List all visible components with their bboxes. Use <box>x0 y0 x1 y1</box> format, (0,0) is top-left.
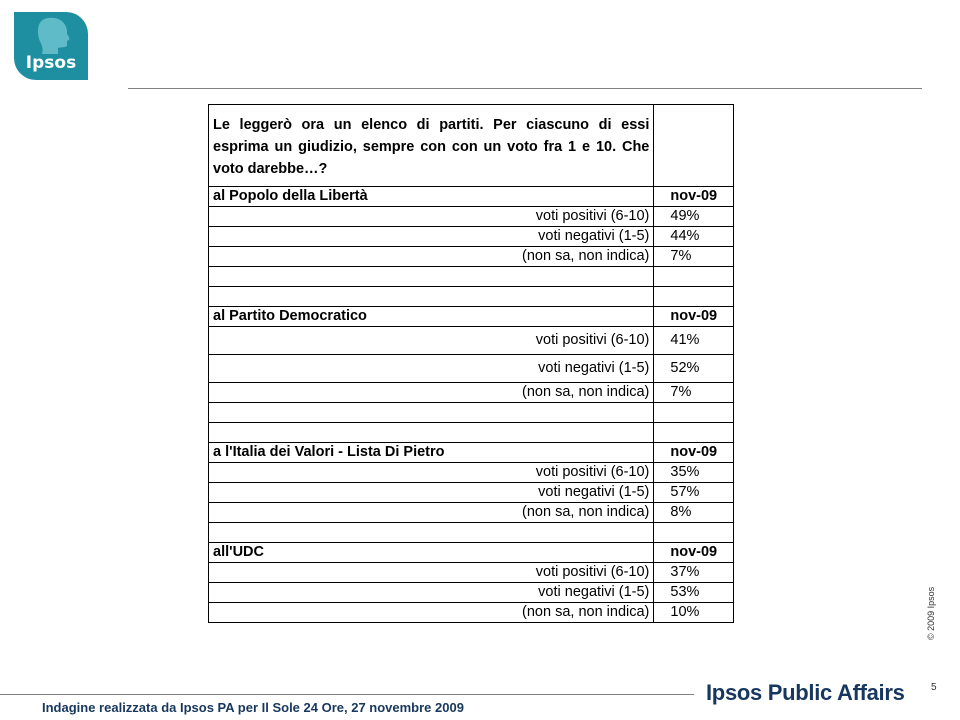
empty-row <box>209 267 734 287</box>
section-header-row <box>209 543 734 563</box>
row-label: (non sa, non indica) <box>209 247 654 267</box>
row-value: 49% <box>654 207 734 227</box>
section-header-row <box>209 187 734 207</box>
question-empty-cell <box>654 105 734 187</box>
section-header-row <box>209 307 734 327</box>
row-label: (non sa, non indica) <box>209 383 654 403</box>
row-value: 10% <box>654 603 734 623</box>
table-row <box>209 227 734 247</box>
row-value: 57% <box>654 483 734 503</box>
row-value: 7% <box>654 247 734 267</box>
row-label: (non sa, non indica) <box>209 603 654 623</box>
table-row <box>209 207 734 227</box>
survey-table <box>208 104 734 623</box>
row-label: voti negativi (1-5) <box>209 227 654 247</box>
row-label: (non sa, non indica) <box>209 503 654 523</box>
empty-row <box>209 403 734 423</box>
table-row <box>209 483 734 503</box>
row-label: voti positivi (6-10) <box>209 207 654 227</box>
row-value: 44% <box>654 227 734 247</box>
table-row <box>209 247 734 267</box>
row-value: 37% <box>654 563 734 583</box>
row-label: voti positivi (6-10) <box>209 327 654 355</box>
row-label: voti positivi (6-10) <box>209 563 654 583</box>
row-label: voti negativi (1-5) <box>209 355 654 383</box>
table-row <box>209 383 734 403</box>
brand-wordmark: Ipsos Public Affairs <box>706 680 905 705</box>
ipsos-logo <box>14 12 88 80</box>
table-row <box>209 327 734 355</box>
question-row <box>209 105 734 187</box>
row-value: 53% <box>654 583 734 603</box>
table-row <box>209 503 734 523</box>
party-name: a l'Italia dei Valori - Lista Di Pietro <box>209 443 654 463</box>
period-label: nov-09 <box>654 307 734 327</box>
table-row <box>209 603 734 623</box>
empty-row <box>209 523 734 543</box>
row-value: 35% <box>654 463 734 483</box>
party-name: al Popolo della Libertà <box>209 187 654 207</box>
table-row <box>209 583 734 603</box>
party-name: all'UDC <box>209 543 654 563</box>
period-label: nov-09 <box>654 187 734 207</box>
copyright-notice: © 2009 Ipsos <box>926 586 936 640</box>
row-value: 8% <box>654 503 734 523</box>
period-label: nov-09 <box>654 543 734 563</box>
row-label: voti positivi (6-10) <box>209 463 654 483</box>
party-name: al Partito Democratico <box>209 307 654 327</box>
logo-text: Ipsos <box>25 53 77 73</box>
header-divider <box>128 88 922 89</box>
footer-divider <box>0 694 694 695</box>
row-value: 7% <box>654 383 734 403</box>
section-header-row <box>209 443 734 463</box>
period-label: nov-09 <box>654 443 734 463</box>
row-label: voti negativi (1-5) <box>209 483 654 503</box>
row-value: 52% <box>654 355 734 383</box>
row-value: 41% <box>654 327 734 355</box>
table-row <box>209 463 734 483</box>
empty-row <box>209 423 734 443</box>
table-row <box>209 355 734 383</box>
table-row <box>209 563 734 583</box>
row-label: voti negativi (1-5) <box>209 583 654 603</box>
page-number: 5 <box>931 682 937 693</box>
question-text: Le leggerò ora un elenco di partiti. Per ciascuno di essi esprima un giudizio, sempre con con un voto fra 1 e 10. Che voto darebbe…? <box>209 105 654 187</box>
empty-row <box>209 287 734 307</box>
footer-source-text: Indagine realizzata da Ipsos PA per Il Sole 24 Ore, 27 novembre 2009 <box>42 700 464 715</box>
